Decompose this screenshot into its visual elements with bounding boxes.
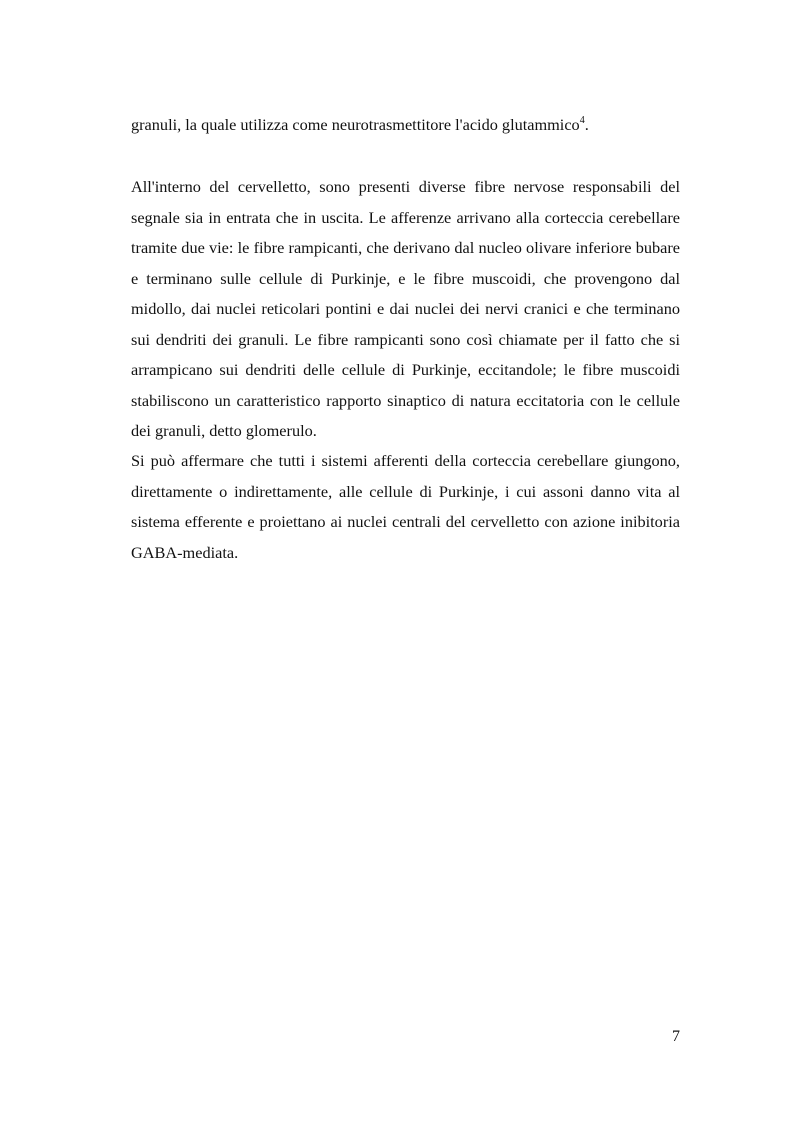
paragraph-cerebellum-fibers: All'interno del cervelletto, sono presenti diverse fibre nervose responsabili del segnale sia in entrata che in uscita. Le afferenze arrivano alla corteccia cerebellare tramite due vie: le fibre rampicanti, che derivano dal nucleo olivare inferiore bubare e terminano sulle cellule di Purkinje, e le fibre muscoidi, che provengono dal midollo, dai nuclei reticolari pontini e dai nuclei dei nervi cranici e che terminano sui dendriti dei granuli. Le fibre rampicanti sono così chiamate per il fatto che si arrampicano sui dendriti delle cellule di Purkinje, eccitandole; le fibre muscoidi stabiliscono un caratteristico rapporto sinaptico di natura eccitatoria con le cellule dei granuli, detto glomerulo. [131,177,680,440]
page-number: 7 [672,1028,680,1045]
paragraph-continuation-end: . [584,115,589,134]
footnote-reference: 4 [579,114,585,126]
paragraph-continuation-text: granuli, la quale utilizza come neurotrasmettitore l'acido glutammico [131,115,580,134]
paragraph-purkinje-cells: Si può affermare che tutti i sistemi afferenti della corteccia cerebellare giungono, direttamente o indirettamente, alle cellule di Purkinje, i cui assoni danno vita al sistema efferente e proiettano ai nuclei centrali del cervelletto con azione inibitoria GABA-mediata. [131,451,680,562]
paragraph-continuation [131,110,680,141]
